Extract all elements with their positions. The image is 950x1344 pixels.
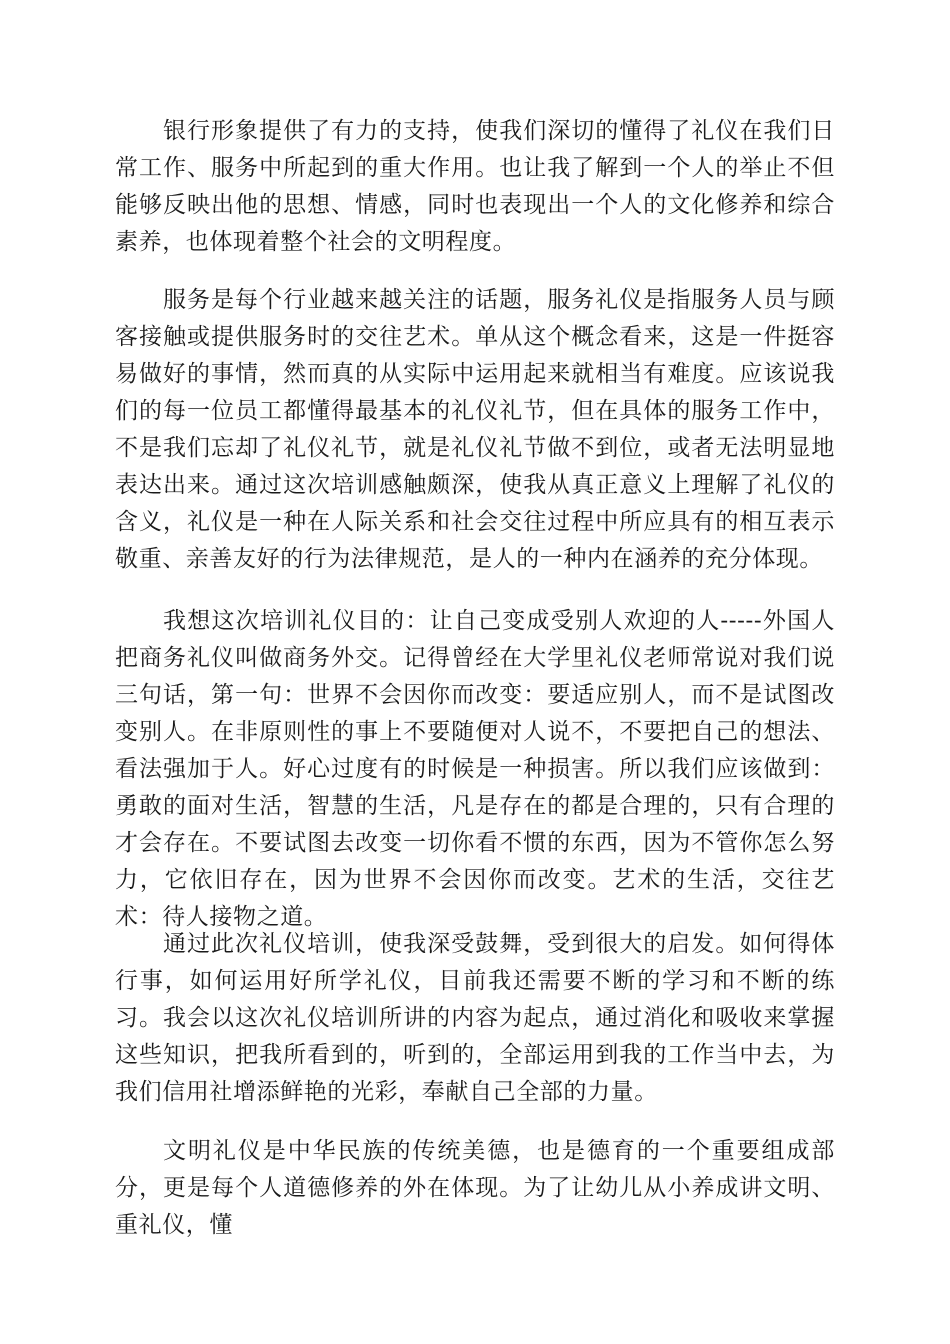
paragraph-1: 银行形象提供了有力的支持，使我们深切的懂得了礼仪在我们日常工作、服务中所起到的重大作用。也让我了解到一个人的举止不但能够反映出他的思想、情感，同时也表现出一个人的文化修养和综合素养，也体现着整个社会的文明程度。 bbox=[115, 118, 835, 255]
paragraph-3: 我想这次培训礼仪目的：让自己变成受别人欢迎的人-----外国人把商务礼仪叫做商务外交。记得曾经在大学里礼仪老师常说对我们说三句话，第一句：世界不会因你而改变：要适应别人，而不是试图改变别人。在非原则性的事上不要随便对人说不，不要把自己的想法、看法强加于人。好心过度有的时候是一种损害。所以我们应该做到：勇敢的面对生活，智慧的生活，凡是存在的都是合理的，只有合理的才会存在。不要试图去改变一切你看不惯的东西，因为不管你怎么努力，它依旧存在，因为世界不会因你而改变。艺术的生活，交往艺术：待人接物之道。 bbox=[115, 608, 835, 930]
paragraph-4: 通过此次礼仪培训，使我深受鼓舞，受到很大的启发。如何得体行事，如何运用好所学礼仪，目前我还需要不断的学习和不断的练习。我会以这次礼仪培训所讲的内容为起点，通过消化和吸收来掌握这些知识，把我所看到的，听到的，全部运用到我的工作当中去，为我们信用社增添鲜艳的光彩，奉献自己全部的力量。 bbox=[115, 931, 835, 1105]
paragraph-2: 服务是每个行业越来越关注的话题，服务礼仪是指服务人员与顾客接触或提供服务时的交往艺术。单从这个概念看来，这是一件挺容易做好的事情，然而真的从实际中运用起来就相当有难度。应该说我们的每一位员工都懂得最基本的礼仪礼节，但在具体的服务工作中，不是我们忘却了礼仪礼节，就是礼仪礼节做不到位，或者无法明显地表达出来。通过这次培训感触颇深，使我从真正意义上理解了礼仪的含义，礼仪是一种在人际关系和社会交往过程中所应具有的相互表示敬重、亲善友好的行为法律规范，是人的一种内在涵养的充分体现。 bbox=[115, 287, 835, 572]
paragraph-5: 文明礼仪是中华民族的传统美德，也是德育的一个重要组成部分，更是每个人道德修养的外在体现。为了让幼儿从小养成讲文明、重礼仪，懂 bbox=[115, 1138, 835, 1238]
